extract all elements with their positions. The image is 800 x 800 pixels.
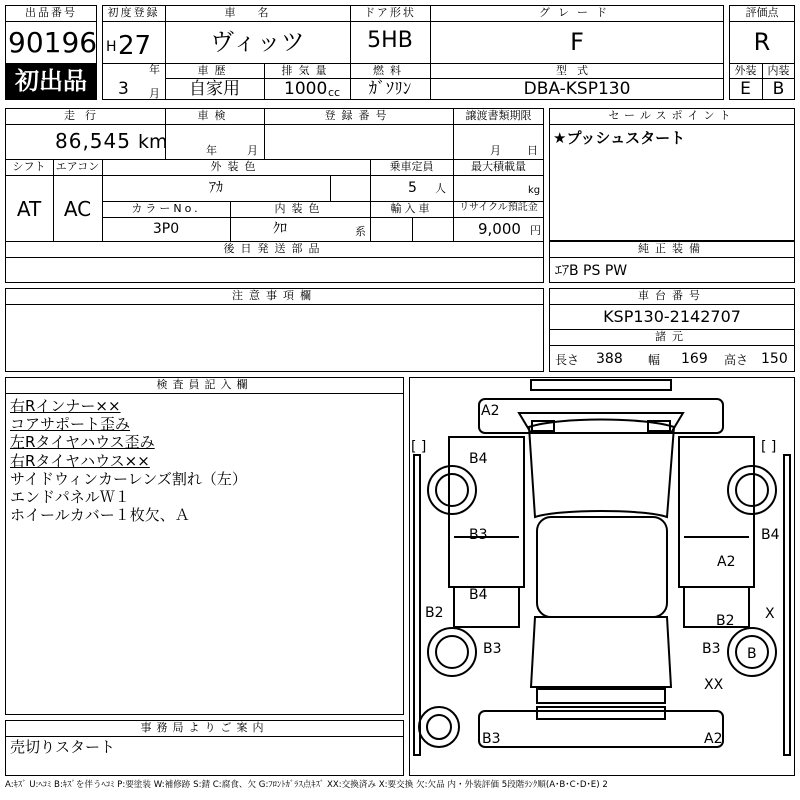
mark-b3-rr: B3 [702, 641, 721, 657]
inspector-notes [10, 397, 247, 524]
shift-label: シフト [12, 160, 46, 173]
inspector-line: 右Rタイヤハウス×× [10, 451, 150, 470]
color-no-value: 3P0 [152, 221, 180, 237]
model-label: 型式 [556, 64, 598, 77]
transfer-label: 譲渡書類期限 [465, 109, 532, 122]
sales-point-text: ★プッシュスタート [553, 129, 686, 147]
year-unit: 年 [149, 63, 160, 76]
inspector-line: コアサポート歪み [10, 415, 131, 434]
length-label: 長さ [555, 353, 580, 367]
dims-label: 諸元 [655, 330, 689, 343]
reg-month: 3 [118, 79, 129, 99]
mark-b3-lr: B3 [483, 641, 502, 657]
legend-text: A:ｷｽﾞ U:ﾍｺﾐ B:ｷｽﾞを伴うﾍｺﾐ P:要塗装 W:補修跡 S:錆 C:腐食、欠 G:ﾌﾛﾝﾄｶﾞﾗｽ点ｷｽﾞ XX:交換済み X:要交換 欠:欠品 内・外装評価 5段階ﾗﾝｸ順(A･B･C･D･E) 2 [5, 780, 608, 790]
mark-a2-bottom: A2 [704, 731, 723, 747]
month-unit: 月 [149, 87, 160, 100]
model-value: DBA-KSP130 [523, 79, 631, 99]
chassis-value: KSP130-2142707 [603, 307, 741, 326]
inspector-line: サイドウィンカーレンズ割れ（左） [10, 469, 247, 488]
width-label: 幅 [648, 353, 661, 367]
inspector-label: 検査員記入欄 [156, 378, 253, 391]
capacity-value: 5 [408, 180, 417, 196]
car-name-label: 車名 [224, 6, 291, 19]
mark-b3-bottom: B3 [482, 731, 501, 747]
mileage-label: 走行 [64, 109, 106, 122]
door-label: ドア形状 [364, 6, 416, 19]
grade-value: F [570, 28, 584, 56]
transfer-day-unit: 日 [527, 144, 538, 157]
mark-xx-right: XX [704, 677, 724, 693]
notes-label: 注意事項欄 [232, 289, 317, 302]
recycle-value: 9,000 [478, 220, 521, 238]
era-label: H [106, 39, 117, 55]
score-value: R [753, 28, 771, 56]
mark-b4-fl: B4 [469, 451, 488, 467]
exterior-label: 外装 [734, 64, 757, 77]
shift-value: AT [16, 197, 42, 221]
inspector-line: 右Rインナー×× [10, 397, 121, 415]
sales-point-label: セールスポイント [608, 109, 736, 122]
mark-b2-left: B2 [425, 605, 444, 621]
displacement-label: 排気量 [281, 64, 333, 77]
import-label: 輸入車 [390, 202, 433, 215]
mark-x-right: X [765, 606, 775, 622]
mark-b3-ld: B3 [469, 527, 488, 543]
exterior-color-label: 外装色 [210, 160, 262, 173]
recycle-label: リサイクル預託金 [459, 202, 538, 213]
diagram-left-bracket: [ ] [411, 439, 427, 455]
chassis-label: 車台番号 [638, 289, 706, 302]
office-text: 売切りスタート [10, 738, 116, 756]
inspector-line: ホイールカバー１枚欠、Ａ [10, 506, 190, 525]
car-diagram [409, 377, 795, 776]
mileage-value: 86,545 [55, 129, 131, 153]
height-label: 高さ [724, 353, 749, 367]
max-load-unit: kg [528, 185, 541, 196]
mark-a2-front: A2 [481, 403, 500, 419]
office-label: 事務局よりご案内 [140, 721, 269, 734]
aircon-value: AC [63, 197, 92, 221]
capacity-label: 乗車定員 [389, 160, 434, 173]
interior-color-value: ｸﾛ [273, 221, 287, 237]
capacity-unit: 人 [435, 182, 446, 195]
mark-b-wheel: B [747, 646, 757, 662]
aircon-label: エアコン [55, 160, 100, 173]
history-label: 車歴 [197, 64, 232, 77]
registration-label: 登録番号 [324, 109, 393, 122]
first-reg-label: 初度登録 [107, 6, 160, 19]
inspection-month-unit: 月 [247, 144, 258, 157]
lot-number: 90196 [8, 26, 98, 59]
length-value: 388 [596, 351, 623, 367]
inspector-line: エンドパネルＷ１ [10, 488, 130, 507]
exterior-color-value: ｱｶ [209, 180, 223, 196]
interior-color-suffix: 系 [355, 225, 366, 238]
inspection-label: 車検 [197, 109, 232, 122]
exterior-grade: E [740, 79, 751, 99]
car-name: ヴィッツ [210, 28, 305, 56]
color-no-label: カラーNo. [131, 202, 201, 215]
reg-year: 27 [118, 31, 152, 61]
equipment-value: ｴｱB PS PW [555, 263, 628, 279]
first-listing-badge [5, 63, 97, 100]
mark-b4-fr-door: B4 [761, 527, 780, 543]
interior-label: 内装 [767, 64, 790, 77]
mark-a2-rd: A2 [717, 554, 736, 570]
score-label: 評価点 [745, 6, 779, 19]
inspector-line: 左Rタイヤハウス歪み [10, 433, 155, 452]
displacement-value: 1000 [284, 79, 328, 99]
history-value: 自家用 [189, 79, 240, 99]
sales-point-box [549, 108, 795, 241]
diagram-right-bracket: [ ] [761, 439, 777, 455]
mark-b4-lrd: B4 [469, 587, 488, 603]
mileage-unit: km [138, 131, 168, 153]
displacement-unit: cc [328, 86, 341, 99]
equipment-label: 純正装備 [638, 242, 706, 255]
interior-color-label: 内装色 [274, 202, 326, 215]
grade-label: グレード [539, 6, 615, 19]
transfer-month-unit: 月 [490, 144, 501, 157]
height-value: 150 [761, 351, 788, 367]
mark-b2-right: B2 [716, 613, 735, 629]
door-value: 5HB [367, 28, 413, 53]
interior-grade: B [772, 79, 785, 99]
lot-number-label: 出品番号 [25, 6, 77, 19]
inspection-year-unit: 年 [206, 144, 217, 157]
first-listing-text: 初出品 [15, 67, 87, 95]
width-value: 169 [681, 351, 708, 367]
max-load-label: 最大積載量 [471, 160, 526, 173]
later-parts-label: 後日発送部品 [223, 242, 326, 255]
fuel-label: 燃料 [373, 64, 407, 77]
recycle-unit: 円 [530, 224, 541, 237]
fuel-value: ｶﾞｿﾘﾝ [368, 79, 412, 99]
